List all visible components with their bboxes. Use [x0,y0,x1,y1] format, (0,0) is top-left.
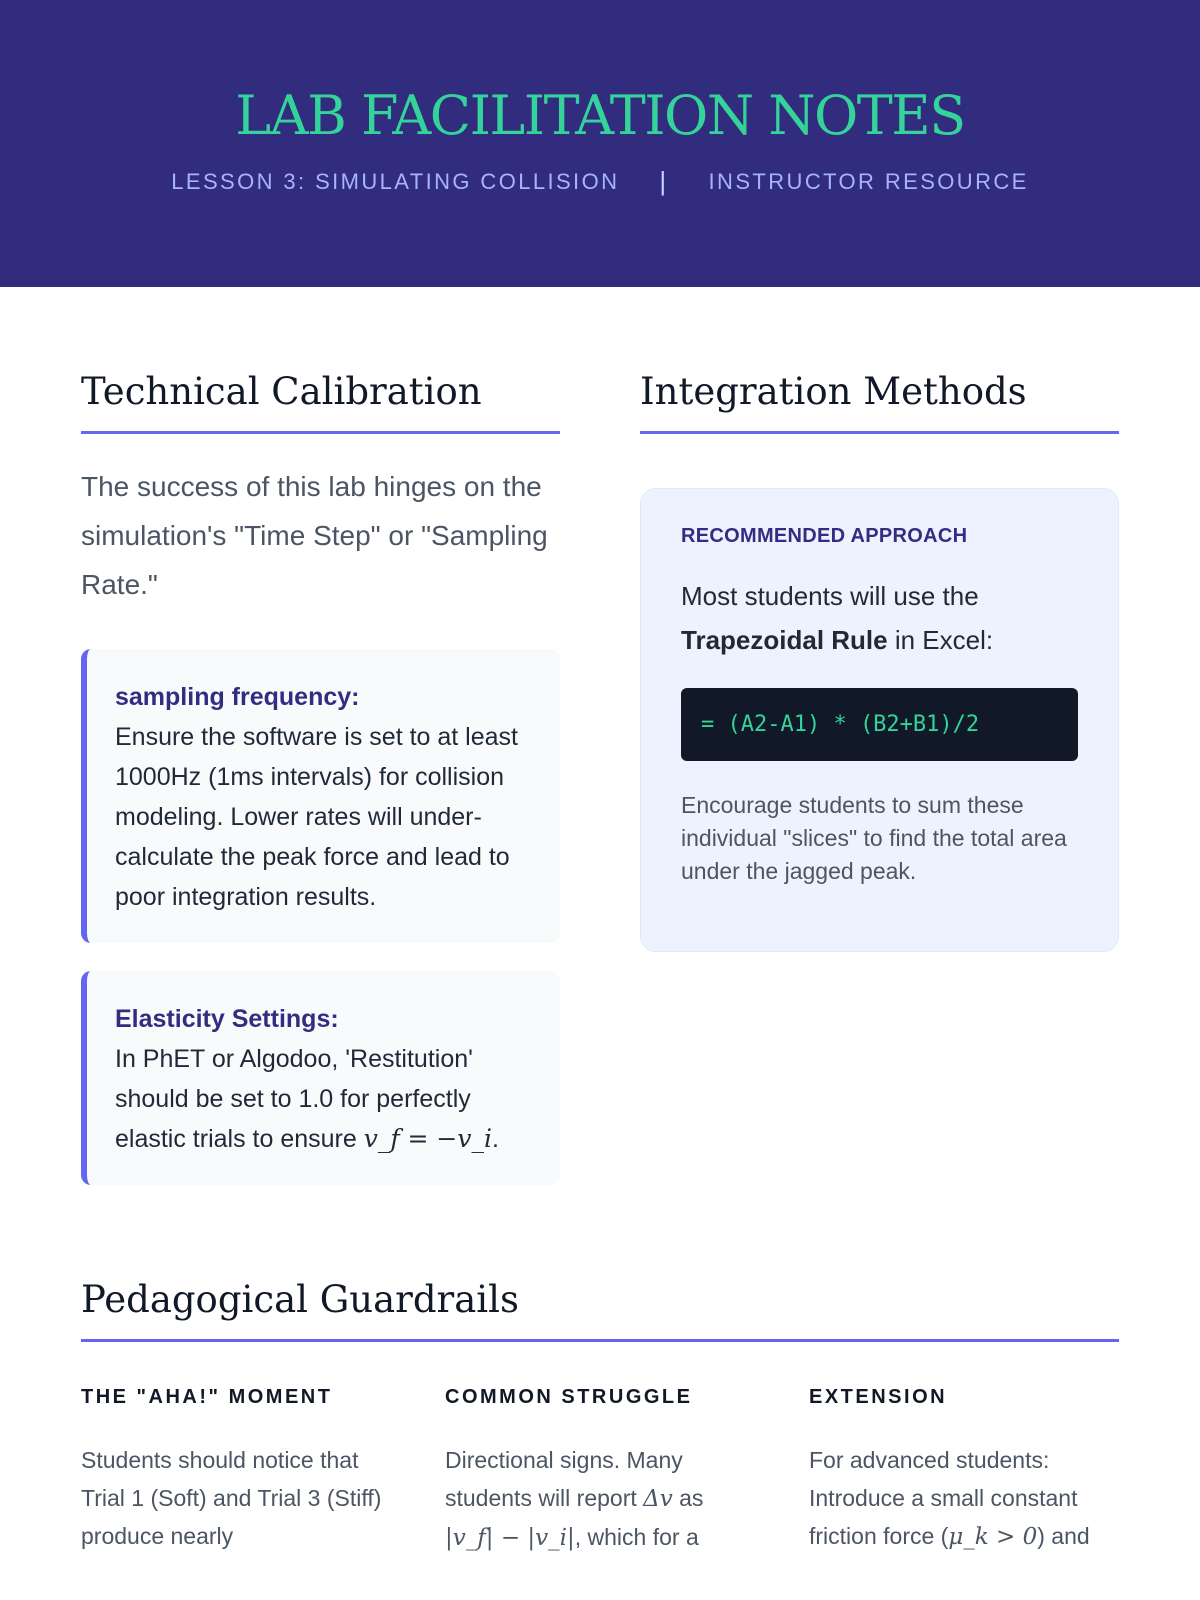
body-text: Directional signs. Many students will report [445,1447,683,1511]
approach-kicker: RECOMMENDED APPROACH [681,525,968,547]
two-column-layout [81,367,1119,1213]
integration-title: Integration Methods [640,367,1119,434]
guardrail-heading: COMMON STRUGGLE [445,1386,693,1408]
math-expression: v_f = −v_i [363,1124,493,1153]
excel-formula-code: = (A2-A1) * (B2+B1)/2 [681,688,1078,761]
guardrail-body: Students should notice that Trial 1 (Soft) and Trial 3 (Stiff) produce nearly [81,1447,382,1549]
page-title: LAB FACILITATION NOTES [235,84,965,147]
math-delta-v: Δv [643,1486,673,1512]
recommended-approach-card [640,488,1119,952]
note-body: Ensure the software is set to at least 1000Hz (1ms intervals) for collision modeling. Lower rates will under-calculate the peak force and lead to poor integration results. [115,723,518,911]
guardrail-extension [809,1386,1110,1580]
lead-bold: Trapezoidal Rule [681,625,888,655]
technical-calibration-section [81,367,560,1213]
note-tail: . [492,1125,499,1153]
lesson-label: LESSON 3: SIMULATING COLLISION [171,168,620,194]
calibration-intro: The success of this lab hinges on the simulation's "Time Step" or "Sampling Rate." [81,471,548,600]
resource-label: INSTRUCTOR RESOURCE [708,168,1029,194]
body-text: For advanced students: Introduce a small constant friction force ( [809,1447,1078,1549]
note-body: In PhET or Algodoo, 'Restitution' should be set to 1.0 for perfectly elastic trials to ensure [115,1045,473,1153]
calibration-title: Technical Calibration [81,367,560,434]
approach-lead [681,574,1078,662]
math-abs-difference: |v_f| − |v_i| [445,1525,575,1551]
note-sampling-frequency [81,649,560,943]
note-title: sampling frequency: [115,683,360,711]
guardrail-heading: EXTENSION [809,1386,948,1408]
approach-footnote: Encourage students to sum these individual "slices" to find the total area under the jagged peak. [681,792,1067,884]
page-header [0,0,1200,287]
guardrail-common-struggle [445,1386,746,1580]
guardrail-heading: THE "AHA!" MOMENT [81,1386,333,1408]
main-content [0,287,1200,1580]
header-separator: | [659,166,669,196]
body-text: ) and [1037,1523,1090,1549]
math-friction: μ_k > 0 [948,1524,1038,1550]
guardrail-body [809,1441,1110,1556]
integration-methods-section [640,367,1119,1213]
guardrail-body [445,1441,746,1557]
guardrail-aha-moment [81,1386,382,1580]
header-subline [0,166,1200,197]
guardrails-columns [81,1386,1119,1580]
note-title: Elasticity Settings: [115,1005,339,1033]
guardrails-title: Pedagogical Guardrails [81,1275,1119,1342]
pedagogical-guardrails-section [81,1275,1119,1580]
lead-text: Most students will use the [681,581,979,611]
body-text: , which for a [574,1524,699,1550]
body-text: as [672,1485,704,1511]
note-elasticity-settings [81,971,560,1185]
lead-tail: in Excel: [887,625,994,655]
